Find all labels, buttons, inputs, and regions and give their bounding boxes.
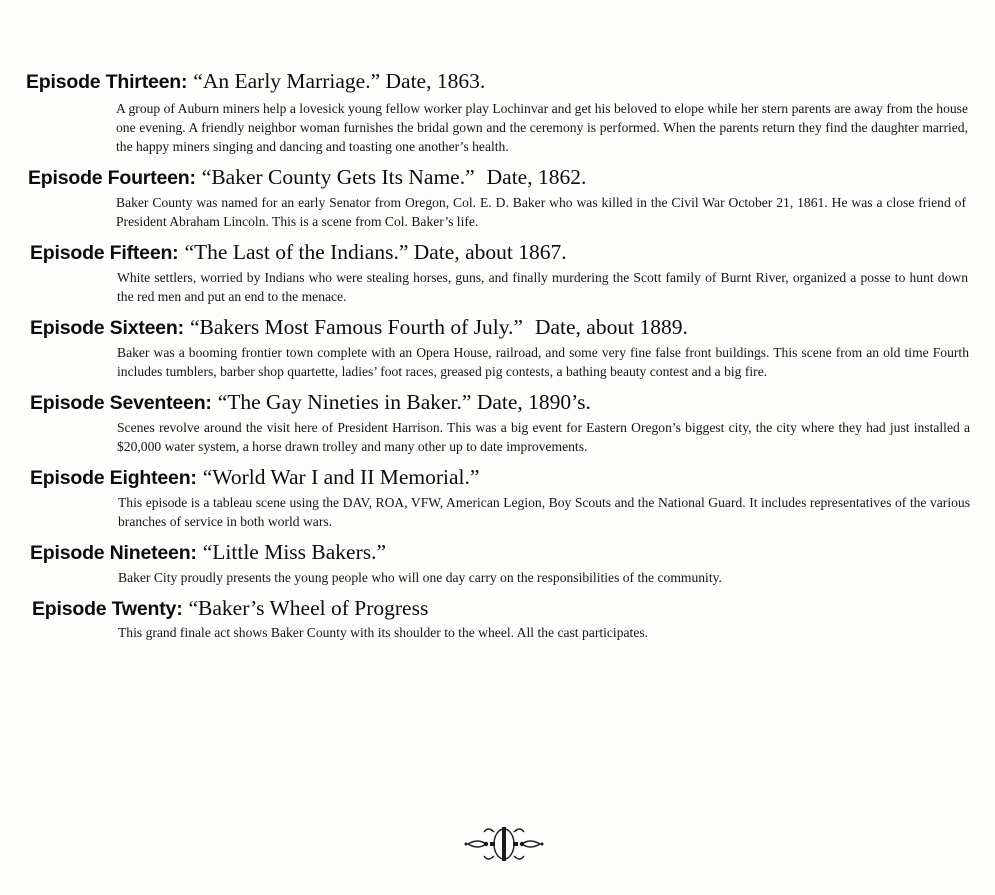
episode-description: Scenes revolve around the visit here of President Harrison. This was a big event for Eastern Oregon’s biggest city, the city where they had just installed a $20,000 water system, a horse drawn trolley and many other up to date improvements.	[117, 420, 970, 454]
episode-label: Episode Sixteen:	[30, 317, 184, 339]
episode-heading	[30, 389, 995, 416]
episode-title: “Little Miss Bakers.”	[202, 540, 387, 564]
episode-20	[32, 595, 995, 642]
episode-date: Date, 1862.	[486, 165, 587, 189]
episode-title: “World War I and II Memorial.”	[202, 465, 480, 489]
episode-14	[28, 164, 995, 231]
episode-label: Episode Eighteen:	[30, 467, 197, 489]
episode-heading	[26, 68, 995, 95]
episode-heading	[30, 539, 995, 566]
episode-list	[0, 68, 995, 642]
episode-description: Baker County was named for an early Senator from Oregon, Col. E. D. Baker who was killed in the Civil War October 21, 1861. He was a close friend of President Abraham Lincoln. This is a scene from Col. Baker’s life.	[116, 195, 966, 229]
episode-title: “The Last of the Indians.” Date, about 1867.	[184, 240, 567, 264]
printer-ornament-icon	[464, 822, 544, 866]
episode-description: White settlers, worried by Indians who were stealing horses, guns, and finally murdering the Scott family of Burnt River, organized a posse to hunt down the red men and put an end to the menace.	[117, 270, 968, 304]
episode-heading	[30, 239, 995, 266]
episode-label: Episode Twenty:	[32, 598, 183, 620]
episode-heading	[30, 464, 995, 491]
episode-description: This grand finale act shows Baker County with its shoulder to the wheel. All the cast participates.	[118, 625, 649, 640]
episode-title: “The Gay Nineties in Baker.” Date, 1890’s.	[217, 390, 591, 414]
episode-label: Episode Thirteen:	[26, 71, 188, 93]
episode-title: “Baker County Gets Its Name.”	[201, 165, 475, 189]
episode-13	[26, 68, 995, 156]
episode-16	[30, 314, 995, 381]
episode-label: Episode Seventeen:	[30, 392, 212, 414]
episode-title: “Bakers Most Famous Fourth of July.”	[189, 315, 523, 339]
episode-label: Episode Fourteen:	[28, 167, 196, 189]
episode-description: A group of Auburn miners help a lovesick young fellow worker play Lochinvar and get his beloved to elope while her stern parents are away from the house one evening. A friendly neighbor woman furnishes the bridal gown and the ceremony is performed. When the parents return they find the daughter married, the happy miners singing and dancing and toasting one another’s health.	[116, 101, 968, 154]
episode-description: Baker was a booming frontier town complete with an Opera House, railroad, and some very fine false front buildings. This scene from an old time Fourth includes tumblers, barber shop quartette, ladies’ foot races, greased pig contests, a bathing beauty contest and a big fire.	[117, 345, 969, 379]
episode-description: This episode is a tableau scene using the DAV, ROA, VFW, American Legion, Boy Scouts and the National Guard. It includes representatives of the various branches of service in both world wars.	[118, 495, 970, 529]
episode-15	[30, 239, 995, 306]
episode-title: “Baker’s Wheel of Progress	[188, 596, 429, 620]
episode-label: Episode Nineteen:	[30, 542, 197, 564]
episode-heading	[32, 595, 995, 622]
episode-date: Date, about 1889.	[534, 315, 688, 339]
episode-19	[30, 539, 995, 587]
episode-17	[30, 389, 995, 456]
episode-heading	[28, 164, 995, 191]
episode-heading	[30, 314, 995, 341]
episode-18	[30, 464, 995, 531]
episode-description: Baker City proudly presents the young people who will one day carry on the responsibilities of the community.	[118, 570, 722, 585]
episode-title: “An Early Marriage.” Date, 1863.	[193, 69, 486, 93]
episode-label: Episode Fifteen:	[30, 242, 179, 264]
